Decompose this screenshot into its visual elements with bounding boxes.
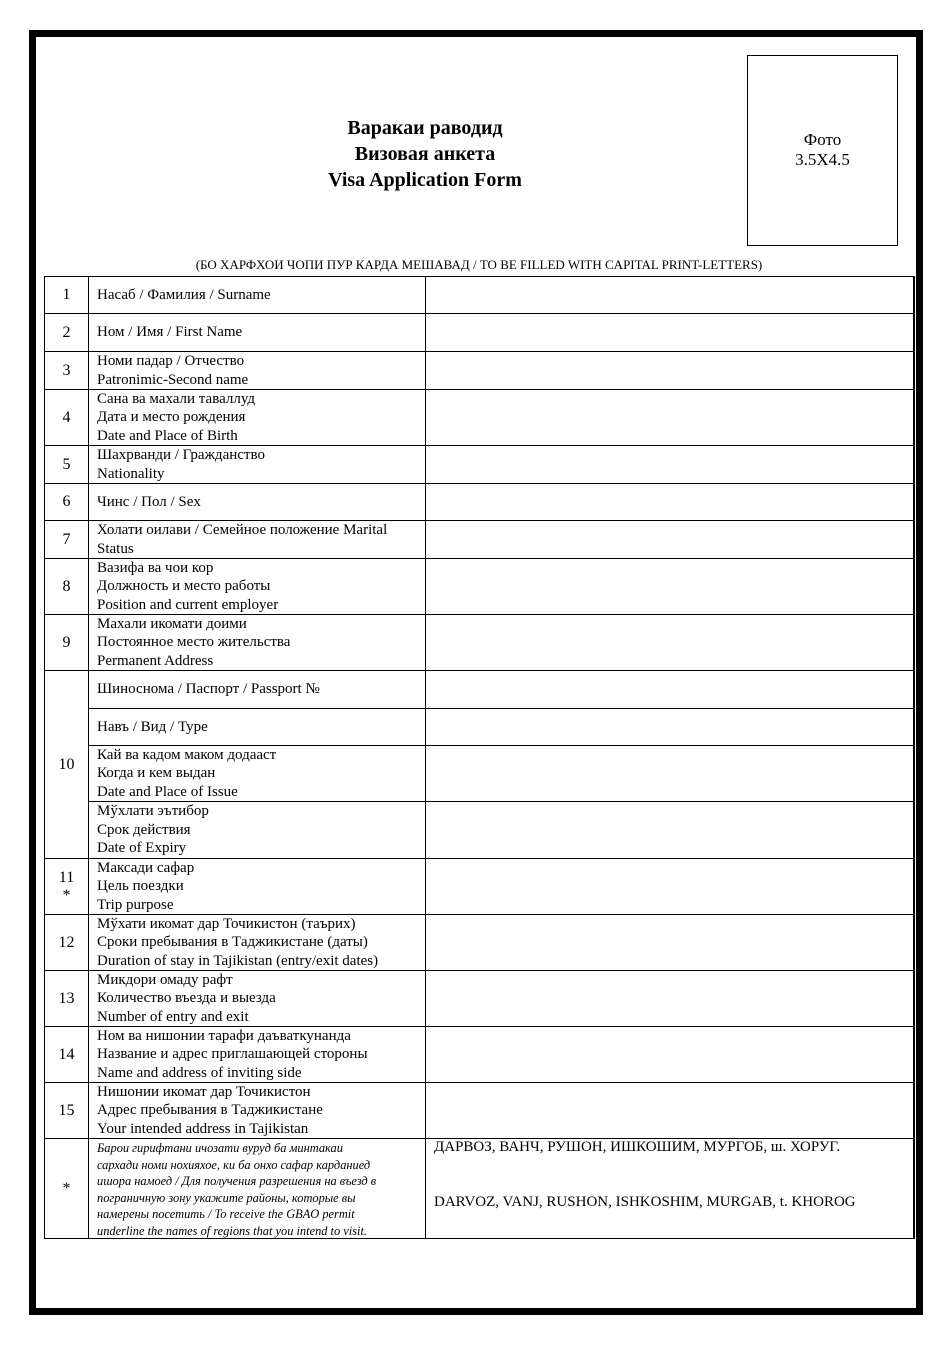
row-number-cell <box>44 1082 89 1139</box>
field-label <box>88 801 426 859</box>
field-label-line: пограничную зону укажите районы, которые вы <box>97 1190 356 1205</box>
row-number: 6 <box>62 493 71 510</box>
row-number: 5 <box>62 455 71 473</box>
row-number: 1 <box>62 286 71 303</box>
field-input[interactable] <box>425 313 915 352</box>
row-number-cell <box>44 558 89 615</box>
photo-label: Фото <box>803 130 842 149</box>
field-input[interactable] <box>425 801 915 859</box>
row-number: 2 <box>62 323 71 341</box>
photo-box[interactable] <box>747 55 898 246</box>
row-number-cell <box>44 351 89 390</box>
field-label-line: Nationality <box>97 465 165 482</box>
instruction-caption: (БО ХАРФХОИ ЧОПИ ПУР КАРДА МЕШАВАД / TO BE FILLED WITH CAPITAL PRINT-LETTERS) <box>195 257 763 272</box>
row-number: 12 <box>58 933 75 951</box>
field-label-line: Адрес пребывания в Таджикистане <box>97 1102 323 1119</box>
row-number: 13 <box>58 989 75 1007</box>
field-label <box>88 1026 426 1083</box>
field-input[interactable] <box>425 708 915 746</box>
field-input[interactable] <box>425 614 915 671</box>
field-label <box>88 351 426 390</box>
field-label-line: Шиноснома / Паспорт / Passport № <box>97 681 320 698</box>
field-label-line: Date and Place of Birth <box>97 427 238 444</box>
field-label-line: Номи падар / Отчество <box>97 353 245 369</box>
field-label <box>88 520 426 559</box>
field-label-line: Чинс / Пол / Sex <box>97 493 201 510</box>
row-number: 14 <box>58 1045 75 1063</box>
field-label-line: Position and current employer <box>97 596 279 613</box>
field-label-line: Навъ / Вид / Type <box>97 718 208 735</box>
row-number-cell <box>44 313 89 352</box>
row-number-cell <box>44 483 89 521</box>
field-label-line: Сана ва махали таваллуд <box>97 390 256 407</box>
row-number: 7 <box>62 530 71 548</box>
row-number-cell <box>44 670 89 859</box>
field-label <box>88 914 426 971</box>
row-number: 11 <box>58 868 75 886</box>
field-label-line: намерены посетить / To receive the GBAO permit <box>97 1207 355 1222</box>
field-label-line: underline the names of regions that you intend to visit. <box>97 1223 368 1238</box>
field-label-line: Мўхлати эътибор <box>97 803 209 820</box>
row-number-cell <box>44 389 89 446</box>
row-number-cell <box>44 970 89 1027</box>
form-title <box>200 115 650 193</box>
field-label-line: Дата и место рождения <box>97 409 246 426</box>
field-label-line: Постоянное место жительства <box>97 634 291 651</box>
row-number: 15 <box>58 1101 75 1119</box>
row-asterisk: * <box>62 886 71 904</box>
field-label-line: Number of entry and exit <box>97 1008 249 1025</box>
row-number-cell <box>44 1138 89 1239</box>
field-input[interactable] <box>425 1026 915 1083</box>
field-label <box>88 614 426 671</box>
field-label-line: Когда и кем выдан <box>97 765 216 782</box>
field-label <box>88 558 426 615</box>
field-label-line: Холати оилави / Семейное положение Marital <box>97 522 388 538</box>
field-label-line: Кай ва кадом маком додааст <box>97 746 277 763</box>
field-label-line: Срок действия <box>97 821 191 838</box>
field-input[interactable] <box>425 858 915 915</box>
row-number-cell <box>44 276 89 314</box>
field-input[interactable] <box>425 351 915 390</box>
field-label-line: Количество въезда и выезда <box>97 990 276 1007</box>
field-label <box>88 970 426 1027</box>
gbao-note <box>88 1138 426 1239</box>
field-label <box>88 445 426 484</box>
field-label-line: Нишонии икомат дар Точикистон <box>97 1083 311 1100</box>
field-input[interactable] <box>425 389 915 446</box>
title-russian: Визовая анкета <box>354 143 496 165</box>
field-label-line: Микдори омаду рафт <box>97 971 233 988</box>
field-label-line: Ном / Имя / First Name <box>97 324 243 341</box>
title-english: Visa Application Form <box>328 169 522 191</box>
regions-russian[interactable]: ДАРВОЗ, ВАНЧ, РУШОН, ИШКОШИМ, МУРГОБ, ш. ХОРУГ. <box>434 1139 841 1155</box>
field-input[interactable] <box>425 745 915 802</box>
field-label-line: Максади сафар <box>97 859 195 876</box>
field-label-line: сархади номи нохияхое, ки ба онхо сафар карданиед <box>97 1157 371 1172</box>
row-number-cell <box>44 914 89 971</box>
field-label-line: Date and Place of Issue <box>97 783 238 800</box>
field-input[interactable] <box>425 970 915 1027</box>
field-input[interactable] <box>425 914 915 971</box>
row-number: 9 <box>62 633 71 651</box>
photo-size: 3.5X4.5 <box>795 150 850 169</box>
field-label-line: Trip purpose <box>97 896 174 913</box>
field-label-line: Вазифа ва чои кор <box>97 559 214 576</box>
field-input[interactable] <box>425 276 915 314</box>
field-label-line: Насаб / Фамилия / Surname <box>97 286 271 303</box>
field-label-line: Permanent Address <box>97 652 214 669</box>
field-label-line: Date of Expiry <box>97 840 187 857</box>
field-label-line: Duration of stay in Tajikistan (entry/exit dates) <box>97 952 379 969</box>
field-label-line: Patronimic-Second name <box>97 371 249 388</box>
field-label <box>88 313 426 352</box>
field-label-line: Название и адрес приглашающей стороны <box>97 1046 368 1063</box>
field-label-line: Махали икомати доими <box>97 615 247 632</box>
row-number: 8 <box>62 577 71 595</box>
field-input[interactable] <box>425 445 915 484</box>
field-input[interactable] <box>425 670 915 709</box>
field-label-line: Ном ва нишонии тарафи даъваткунанда <box>97 1027 351 1044</box>
field-label <box>88 858 426 915</box>
field-input[interactable] <box>425 1082 915 1139</box>
field-input[interactable] <box>425 558 915 615</box>
row-number-cell <box>44 1026 89 1083</box>
regions-english[interactable]: DARVOZ, VANJ, RUSHON, ISHKOSHIM, MURGAB, t. KHOROG <box>434 1194 856 1210</box>
field-label-line: Status <box>97 540 134 557</box>
field-label <box>88 745 426 802</box>
field-label <box>88 483 426 521</box>
row-number-cell <box>44 445 89 484</box>
field-label <box>88 670 426 709</box>
field-input[interactable] <box>425 483 915 521</box>
row-number: * <box>62 1179 71 1197</box>
row-number: 4 <box>62 408 71 426</box>
field-label <box>88 389 426 446</box>
field-label-line: ишора намоед / Для получения разрешения на въезд в <box>97 1174 377 1189</box>
field-label-line: Должность и место работы <box>97 578 271 595</box>
gbao-regions-input[interactable] <box>425 1138 915 1239</box>
row-number-cell <box>44 614 89 671</box>
field-label-line: Шахрванди / Гражданство <box>97 447 265 463</box>
field-label <box>88 708 426 746</box>
row-number-cell <box>44 858 89 915</box>
title-tajik: Варакаи раводид <box>347 117 503 139</box>
field-label <box>88 276 426 314</box>
field-label-line: Цель поездки <box>97 878 184 895</box>
field-label-line: Барои гирифтани ичозати вуруд ба минтакаи <box>97 1141 343 1155</box>
field-label <box>88 1082 426 1139</box>
field-label-line: Name and address of inviting side <box>97 1064 302 1081</box>
row-number: 3 <box>62 361 71 379</box>
field-label-line: Мўхати икомат дар Точикистон (таърих) <box>97 915 356 932</box>
field-input[interactable] <box>425 520 915 559</box>
field-label-line: Сроки пребывания в Таджикистане (даты) <box>97 934 368 951</box>
row-number: 10 <box>58 755 75 773</box>
field-label-line: Your intended address in Tajikistan <box>97 1120 309 1137</box>
row-number-cell <box>44 520 89 559</box>
